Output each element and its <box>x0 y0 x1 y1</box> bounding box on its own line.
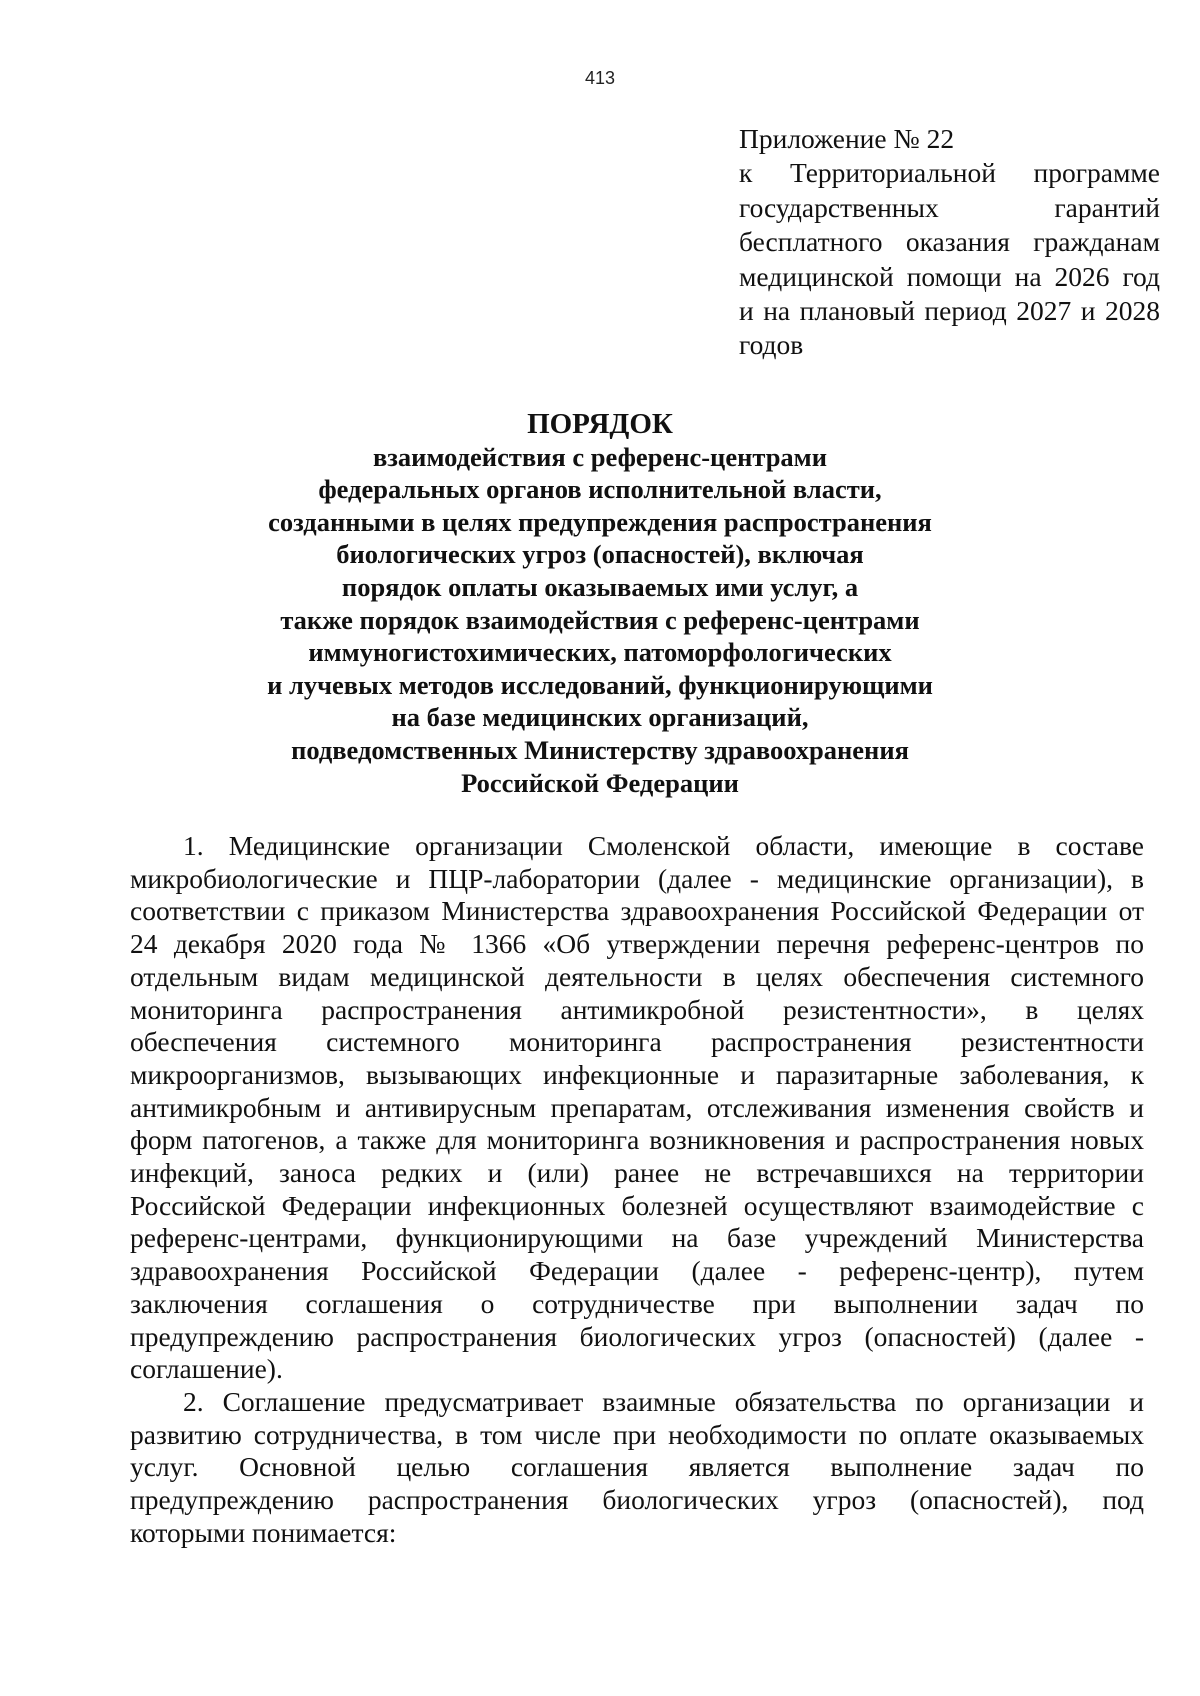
body-line: обеспечения системного мониторинга распространения резистентности <box>130 1026 1144 1058</box>
appendix-line: к Территориальной программе <box>739 157 1160 189</box>
body-line: здравоохранения Российской Федерации (далее - референс-центр), путем <box>130 1255 1144 1287</box>
body-line: предупреждению распространения биологических угроз (опасностей), под <box>130 1484 1144 1516</box>
title-line: Российской Федерации <box>461 767 739 798</box>
appendix-line: медицинской помощи на 2026 год <box>739 260 1160 292</box>
body-line: мониторинга распространения антимикробной резистентности», в целях <box>130 993 1144 1025</box>
body-line: развитию сотрудничества, в том числе при необходимости по оплате оказываемых <box>130 1418 1144 1450</box>
title-line: также порядок взаимодействия с референс-центрами <box>280 604 920 635</box>
paragraph-1 <box>130 830 1144 1386</box>
body-line: микробиологические и ПЦР-лаборатории (далее - медицинские организации), в <box>130 862 1144 894</box>
body-line: форм патогенов, а также для мониторинга возникновения и распространения новых <box>130 1124 1144 1156</box>
body-line: референс-центрами, функционирующими на базе учреждений Министерства <box>130 1222 1144 1254</box>
paragraph-2 <box>130 1386 1144 1550</box>
body-line: которыми понимается: <box>130 1516 397 1548</box>
page-number: 413 <box>584 68 616 88</box>
title-line: и лучевых методов исследований, функционирующими <box>267 669 933 700</box>
body-line: заключения соглашения о сотрудничестве при выполнении задач по <box>130 1287 1144 1319</box>
body-line: Российской Федерации инфекционных болезней осуществляют взаимодействие с <box>130 1189 1144 1221</box>
title-line: иммуногистохимических, патоморфологических <box>308 637 892 668</box>
title-line: порядок оплаты оказываемых ими услуг, а <box>341 571 859 602</box>
title-line: созданными в целях предупреждения распространения <box>268 506 932 537</box>
body-line: услуг. Основной целью соглашения является выполнение задач по <box>130 1451 1144 1483</box>
document-title <box>130 408 1070 799</box>
body-line: микроорганизмов, вызывающих инфекционные и паразитарные заболевания, к <box>130 1058 1144 1090</box>
body-line: 2. Соглашение предусматривает взаимные обязательства по организации и <box>183 1385 1144 1417</box>
appendix-line: годов <box>739 329 804 361</box>
body-line: 24 декабря 2020 года № 1366 «Об утверждении перечня референс-центров по <box>130 928 1144 960</box>
title-line: на базе медицинских организаций, <box>391 702 809 733</box>
body-line: 1. Медицинские организации Смоленской области, имеющие в составе <box>183 830 1144 861</box>
title-line: федеральных органов исполнительной власти, <box>318 474 882 505</box>
appendix-line: Приложение № 22 <box>739 123 955 154</box>
body-line: соглашение). <box>130 1353 283 1385</box>
appendix-line: и на плановый период 2027 и 2028 <box>739 295 1160 327</box>
body-line: предупреждению распространения биологических угроз (опасностей) (далее - <box>130 1320 1144 1352</box>
title-line: взаимодействия с референс-центрами <box>372 441 828 472</box>
appendix-line: бесплатного оказания гражданам <box>739 226 1160 258</box>
body-line: инфекций, заноса редких и (или) ранее не встречавшихся на территории <box>130 1157 1144 1189</box>
body-line: соответствии с приказом Министерства здравоохранения Российской Федерации от <box>130 895 1144 927</box>
body-line: антимикробным и антивирусным препаратам, отслеживания изменения свойств и <box>130 1091 1144 1123</box>
body-line: отдельным видам медицинской деятельности в целях обеспечения системного <box>130 960 1144 992</box>
appendix-header <box>739 122 1160 363</box>
appendix-line: государственных гарантий <box>739 191 1160 223</box>
title-line: подведомственных Министерству здравоохранения <box>291 734 909 765</box>
title-main: ПОРЯДОК <box>527 408 673 440</box>
title-line: биологических угроз (опасностей), включая <box>336 539 864 570</box>
document-body <box>130 830 1144 1549</box>
